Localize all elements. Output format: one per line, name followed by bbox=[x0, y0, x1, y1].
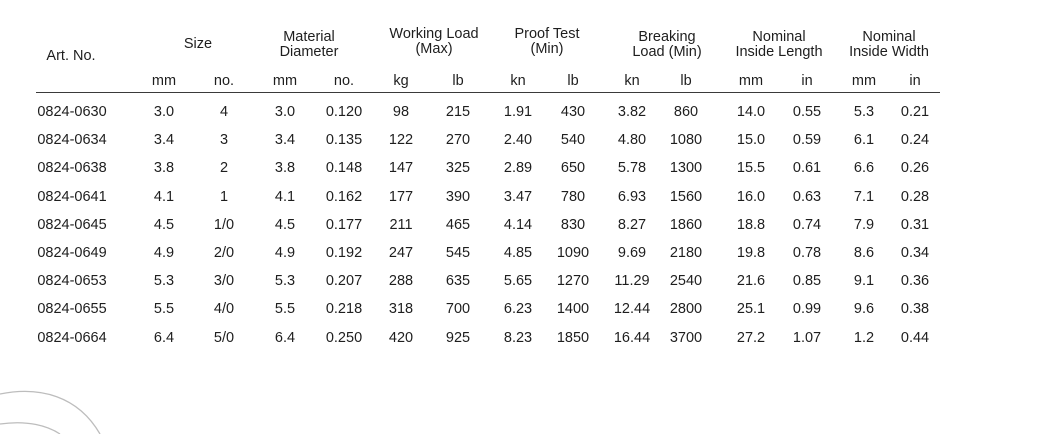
table-cell: 4.14 bbox=[503, 216, 533, 233]
column-header-line: Load (Min) bbox=[632, 44, 702, 60]
table-cell: 6.93 bbox=[617, 188, 647, 205]
unit-label: lb bbox=[680, 73, 692, 89]
table-cell: 0.59 bbox=[792, 132, 822, 149]
art-no-cell: 0824-0638 bbox=[37, 160, 107, 177]
table-cell: 390 bbox=[445, 188, 471, 205]
table-cell: 0.24 bbox=[900, 132, 930, 149]
table-cell: 122 bbox=[388, 132, 414, 149]
table-cell: 1.91 bbox=[503, 104, 533, 120]
table-cell: 0.26 bbox=[900, 160, 930, 177]
table-cell: 4.1 bbox=[274, 188, 296, 205]
column-header-line: Nominal bbox=[862, 29, 916, 45]
table-cell: 147 bbox=[388, 160, 414, 177]
table-cell: 0.61 bbox=[792, 160, 822, 177]
table-cell: 2.40 bbox=[503, 132, 533, 149]
table-cell: 2 bbox=[219, 160, 229, 177]
table-cell: 9.6 bbox=[853, 301, 875, 318]
unit-label: mm bbox=[151, 73, 177, 89]
table-cell: 3.4 bbox=[274, 132, 296, 149]
table-cell: 12.44 bbox=[613, 301, 651, 318]
table-cell: 288 bbox=[388, 273, 414, 290]
table-cell: 25.1 bbox=[736, 301, 766, 318]
art-no-cell: 0824-0630 bbox=[37, 104, 107, 120]
table-cell: 465 bbox=[445, 216, 471, 233]
table-cell: 3700 bbox=[669, 329, 703, 346]
table-cell: 1/0 bbox=[213, 216, 235, 233]
table-cell: 0.28 bbox=[900, 188, 930, 205]
column-header-line: (Max) bbox=[415, 41, 453, 57]
table-cell: 1850 bbox=[556, 329, 590, 346]
table-cell: 0.78 bbox=[792, 245, 822, 261]
table-cell: 318 bbox=[388, 301, 414, 318]
table-cell: 0.44 bbox=[900, 329, 930, 346]
table-cell: 8.6 bbox=[853, 245, 875, 261]
table-cell: 0.177 bbox=[325, 216, 363, 233]
table-cell: 4.1 bbox=[153, 188, 175, 205]
table-cell: 0.192 bbox=[325, 245, 363, 261]
table-cell: 15.0 bbox=[736, 132, 766, 149]
table-cell: 14.0 bbox=[736, 104, 766, 120]
table-cell: 0.38 bbox=[900, 301, 930, 318]
table-cell: 780 bbox=[560, 188, 586, 205]
table-cell: 5.5 bbox=[153, 301, 175, 318]
table-cell: 2180 bbox=[669, 245, 703, 261]
table-cell: 1.2 bbox=[853, 329, 875, 346]
table-cell: 0.250 bbox=[325, 329, 363, 346]
table-cell: 6.23 bbox=[503, 301, 533, 318]
table-cell: 270 bbox=[445, 132, 471, 149]
table-cell: 9.1 bbox=[853, 273, 875, 290]
table-cell: 925 bbox=[445, 329, 471, 346]
table-cell: 8.27 bbox=[617, 216, 647, 233]
table-cell: 3.82 bbox=[617, 104, 647, 120]
unit-label: kn bbox=[510, 73, 526, 89]
art-no-cell: 0824-0655 bbox=[37, 301, 107, 318]
table-cell: 7.1 bbox=[853, 188, 875, 205]
column-header-line: Diameter bbox=[279, 44, 339, 60]
table-cell: 4.5 bbox=[153, 216, 175, 233]
column-header-line: Breaking bbox=[638, 29, 696, 45]
column-header-line: Nominal bbox=[752, 29, 806, 45]
unit-label: in bbox=[801, 73, 813, 89]
table-cell: 8.23 bbox=[503, 329, 533, 346]
column-header-line: Art. No. bbox=[46, 48, 96, 64]
table-cell: 0.207 bbox=[325, 273, 363, 290]
table-cell: 98 bbox=[392, 104, 410, 120]
table-cell: 177 bbox=[388, 188, 414, 205]
unit-label: kn bbox=[624, 73, 640, 89]
header-rule bbox=[36, 92, 940, 93]
table-cell: 3/0 bbox=[213, 273, 235, 290]
table-cell: 3.8 bbox=[153, 160, 175, 177]
table-cell: 0.34 bbox=[900, 245, 930, 261]
decorative-curve-icon bbox=[0, 380, 140, 434]
table-cell: 4.9 bbox=[153, 245, 175, 261]
table-cell: 2/0 bbox=[213, 245, 235, 261]
table-cell: 0.148 bbox=[325, 160, 363, 177]
table-cell: 5.65 bbox=[503, 273, 533, 290]
table-cell: 3.0 bbox=[153, 104, 175, 120]
table-cell: 2.89 bbox=[503, 160, 533, 177]
table-cell: 4/0 bbox=[213, 301, 235, 318]
table-cell: 2540 bbox=[669, 273, 703, 290]
table-cell: 1 bbox=[219, 188, 229, 205]
table-cell: 1560 bbox=[669, 188, 703, 205]
table-cell: 5/0 bbox=[213, 329, 235, 346]
table-cell: 5.3 bbox=[853, 104, 875, 120]
table-cell: 21.6 bbox=[736, 273, 766, 290]
column-header-line: Proof Test bbox=[514, 26, 580, 42]
table-cell: 1090 bbox=[556, 245, 590, 261]
table-cell: 27.2 bbox=[736, 329, 766, 346]
table-cell: 3.8 bbox=[274, 160, 296, 177]
table-cell: 7.9 bbox=[853, 216, 875, 233]
table-cell: 860 bbox=[673, 104, 699, 120]
table-cell: 0.99 bbox=[792, 301, 822, 318]
table-cell: 700 bbox=[445, 301, 471, 318]
table-cell: 420 bbox=[388, 329, 414, 346]
table-cell: 215 bbox=[445, 104, 471, 120]
table-cell: 3 bbox=[219, 132, 229, 149]
table-cell: 16.0 bbox=[736, 188, 766, 205]
unit-label: lb bbox=[452, 73, 464, 89]
unit-label: mm bbox=[851, 73, 877, 89]
table-cell: 18.8 bbox=[736, 216, 766, 233]
table-cell: 1080 bbox=[669, 132, 703, 149]
table-cell: 5.78 bbox=[617, 160, 647, 177]
table-cell: 9.69 bbox=[617, 245, 647, 261]
table-cell: 325 bbox=[445, 160, 471, 177]
unit-label: in bbox=[909, 73, 921, 89]
table-cell: 0.31 bbox=[900, 216, 930, 233]
table-cell: 0.162 bbox=[325, 188, 363, 205]
art-no-cell: 0824-0664 bbox=[37, 329, 107, 346]
table-cell: 4.85 bbox=[503, 245, 533, 261]
table-cell: 635 bbox=[445, 273, 471, 290]
table-cell: 0.21 bbox=[900, 104, 930, 120]
table-cell: 1860 bbox=[669, 216, 703, 233]
table-cell: 3.47 bbox=[503, 188, 533, 205]
table-cell: 0.120 bbox=[325, 104, 363, 120]
table-cell: 2800 bbox=[669, 301, 703, 318]
column-header-line: Inside Length bbox=[735, 44, 823, 60]
art-no-cell: 0824-0634 bbox=[37, 132, 107, 149]
table-cell: 650 bbox=[560, 160, 586, 177]
unit-label: lb bbox=[567, 73, 579, 89]
table-cell: 5.3 bbox=[274, 273, 296, 290]
table-cell: 830 bbox=[560, 216, 586, 233]
unit-label: no. bbox=[213, 73, 235, 89]
table-cell: 540 bbox=[560, 132, 586, 149]
table-cell: 6.4 bbox=[274, 329, 296, 346]
table-cell: 1.07 bbox=[792, 329, 822, 346]
table-cell: 545 bbox=[445, 245, 471, 261]
table-cell: 16.44 bbox=[613, 329, 651, 346]
table-cell: 1400 bbox=[556, 301, 590, 318]
unit-label: mm bbox=[738, 73, 764, 89]
art-no-cell: 0824-0649 bbox=[37, 245, 107, 261]
table-cell: 0.63 bbox=[792, 188, 822, 205]
table-cell: 3.4 bbox=[153, 132, 175, 149]
table-cell: 0.55 bbox=[792, 104, 822, 120]
table-cell: 0.85 bbox=[792, 273, 822, 290]
table-cell: 6.1 bbox=[853, 132, 875, 149]
column-header-line: Inside Width bbox=[849, 44, 929, 60]
column-header-line: Size bbox=[183, 36, 213, 52]
table-cell: 430 bbox=[560, 104, 586, 120]
art-no-cell: 0824-0653 bbox=[37, 273, 107, 290]
table-cell: 247 bbox=[388, 245, 414, 261]
table-cell: 15.5 bbox=[736, 160, 766, 177]
table-cell: 3.0 bbox=[274, 104, 296, 120]
column-header-line: (Min) bbox=[530, 41, 564, 57]
table-cell: 6.4 bbox=[153, 329, 175, 346]
table-cell: 0.36 bbox=[900, 273, 930, 290]
table-cell: 5.3 bbox=[153, 273, 175, 290]
unit-label: mm bbox=[272, 73, 298, 89]
table-cell: 1300 bbox=[669, 160, 703, 177]
table-cell: 6.6 bbox=[853, 160, 875, 177]
column-header-line: Material bbox=[283, 29, 335, 45]
unit-label: no. bbox=[333, 73, 355, 89]
table-cell: 211 bbox=[389, 216, 413, 233]
table-cell: 4.5 bbox=[274, 216, 296, 233]
table-cell: 4.9 bbox=[274, 245, 296, 261]
table-cell: 11.29 bbox=[614, 273, 650, 290]
table-cell: 4 bbox=[219, 104, 229, 120]
table-cell: 1270 bbox=[556, 273, 590, 290]
table-cell: 0.74 bbox=[792, 216, 822, 233]
unit-label: kg bbox=[393, 73, 409, 89]
table-cell: 4.80 bbox=[617, 132, 647, 149]
table-cell: 19.8 bbox=[736, 245, 766, 261]
table-cell: 0.218 bbox=[325, 301, 363, 318]
table-cell: 0.135 bbox=[325, 132, 363, 149]
art-no-cell: 0824-0641 bbox=[37, 188, 107, 205]
table-cell: 5.5 bbox=[274, 301, 296, 318]
column-header-line: Working Load bbox=[389, 26, 479, 42]
art-no-cell: 0824-0645 bbox=[37, 216, 107, 233]
column-header-nominal-inside-width bbox=[809, 30, 969, 60]
